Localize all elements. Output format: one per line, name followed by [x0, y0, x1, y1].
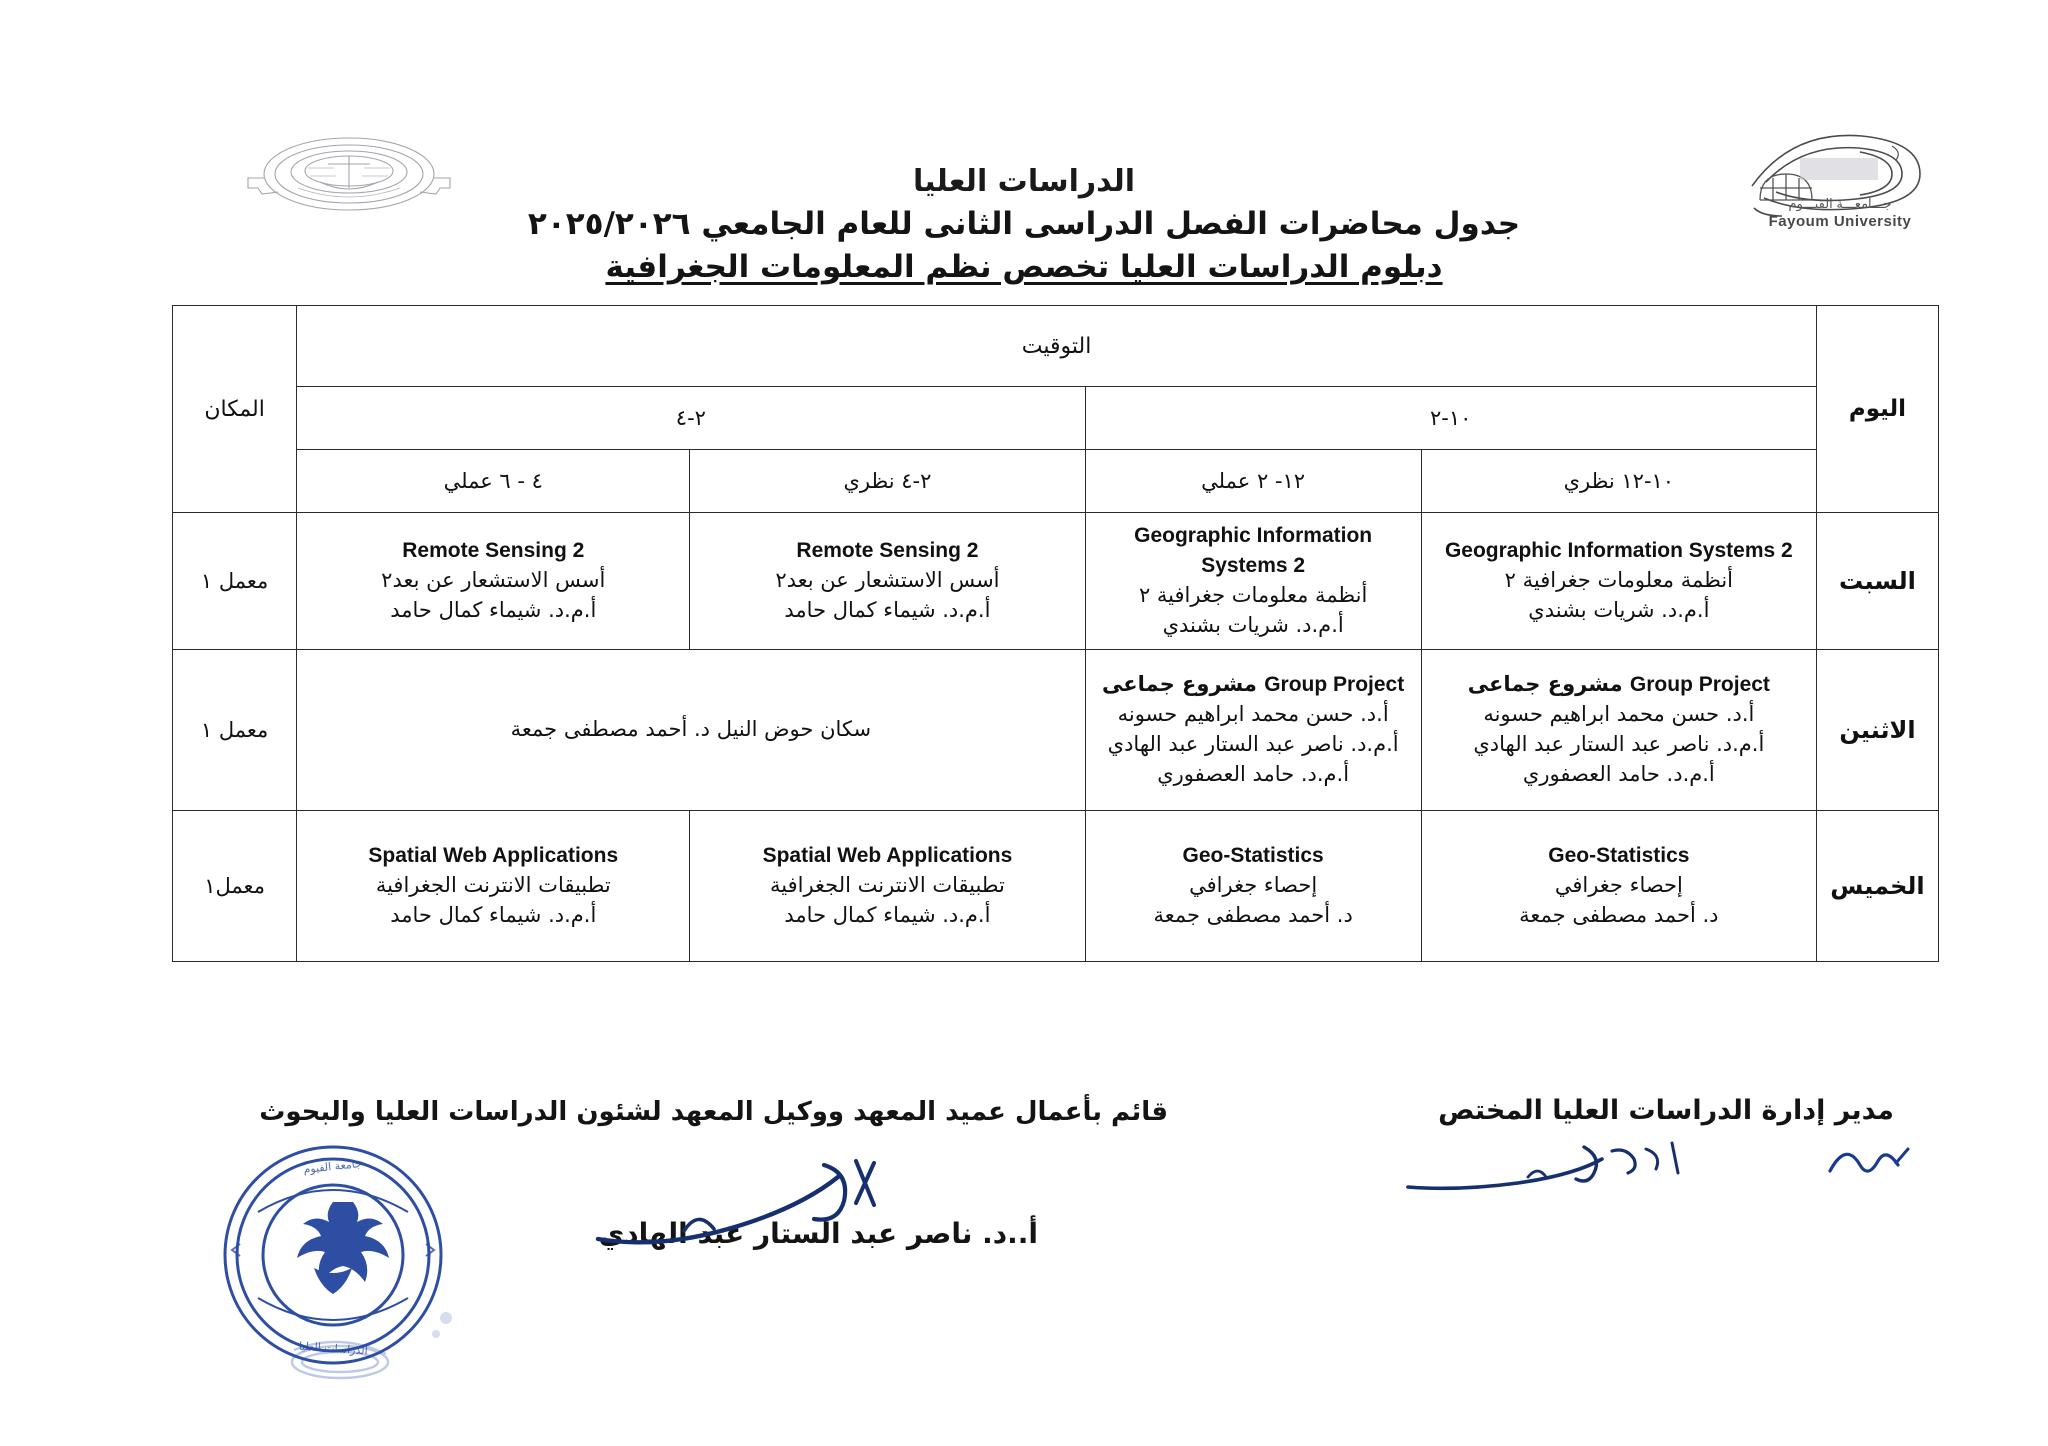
schedule-title-line1: جدول محاضرات الفصل الدراسى الثانى للعام الجامعي ٢٠٢٥/٢٠٢٦ — [527, 206, 1521, 242]
svg-text:الدراسات العليا: الدراسات العليا — [298, 1339, 369, 1358]
instructor-name: أ.م.د. ناصر عبد الستار عبد الهادي — [1107, 732, 1399, 756]
instructor-name: د. أحمد مصطفى جمعة — [510, 717, 710, 742]
instructor-name: د. أحمد مصطفى جمعة — [1153, 902, 1353, 927]
director-signature-icon — [1388, 1129, 1718, 1216]
director-label: مدير إدارة الدراسات العليا — [1552, 1095, 1894, 1126]
table-row — [173, 811, 1939, 962]
course-title-en: Geographic Information Systems 2 — [1134, 524, 1373, 578]
course-title-en: Group Project — [1264, 673, 1405, 697]
header-sub-4-6-practical: ٤ - ٦ عملي — [297, 450, 690, 513]
header-place: المكان — [173, 306, 297, 513]
session-mon-12-2 — [1085, 650, 1421, 811]
instructor-name: أ.م.د. حامد العصفوري — [1157, 761, 1350, 786]
day-label-saturday: السبت — [1816, 513, 1938, 650]
university-name-arabic: جـــامعـــة الفيـــوم — [1788, 196, 1892, 211]
table-header-row-3 — [173, 450, 1939, 513]
schedule-title-line2: دبلوم الدراسات العليا تخصص نظم المعلومات الجغرافية — [605, 248, 1443, 285]
session-sat-2-4 — [690, 513, 1085, 650]
fayoum-university-logo-icon — [1742, 122, 1938, 232]
course-title-en: Geo-Statistics — [1182, 844, 1324, 868]
header-slot-morning: ١٠-٢ — [1085, 387, 1816, 450]
specialist-signature-icon — [1816, 1131, 1926, 1200]
instructor-name: أ.م.د. شيماء كمال حامد — [390, 597, 597, 622]
specialist-label: المختص — [1438, 1095, 1543, 1126]
dean-name: أ..د. ناصر عبد الستار عبد الهادي — [598, 1217, 1038, 1250]
course-title-ar: تطبيقات الانترنت الجغرافية — [769, 873, 1005, 898]
course-title-en: Remote Sensing 2 — [796, 539, 979, 563]
day-label-monday: الاثنين — [1816, 650, 1938, 811]
session-sat-12-2 — [1085, 513, 1421, 650]
instructor-name: د. أحمد مصطفى جمعة — [1519, 902, 1719, 927]
header-slot-afternoon: ٢-٤ — [297, 387, 1085, 450]
header-sub-12-2-practical: ١٢- ٢ عملي — [1085, 450, 1421, 513]
table-row — [173, 650, 1939, 811]
course-title-ar: مشروع جماعى — [1102, 672, 1257, 697]
instructor-name: أ.د. حسن محمد ابراهيم حسونه — [1117, 702, 1389, 727]
header-day: اليوم — [1816, 306, 1938, 513]
session-mon-2-6-merged — [297, 650, 1085, 811]
course-title-ar: أسس الاستشعار عن بعد٢ — [775, 568, 1000, 593]
header-sub-10-12-theory: ١٠-١٢ نظري — [1421, 450, 1816, 513]
session-sat-4-6 — [297, 513, 690, 650]
svg-text:جامعة الفيوم: جامعة الفيوم — [302, 1156, 363, 1177]
schedule-table-wrapper — [172, 305, 1939, 962]
place-label: معمل١ — [173, 811, 297, 962]
course-title-ar: إحصاء جغرافي — [1554, 873, 1683, 898]
schedule-table — [172, 305, 1939, 962]
course-title-en: Spatial Web Applications — [762, 844, 1013, 868]
instructor-name: أ.م.د. شيماء كمال حامد — [784, 597, 991, 622]
course-title-en: Geographic Information Systems 2 — [1444, 539, 1793, 563]
session-mon-10-12 — [1421, 650, 1816, 811]
instructor-name: أ.م.د. شيماء كمال حامد — [784, 902, 991, 927]
header-time: التوقيت — [297, 306, 1817, 387]
session-sat-10-12 — [1421, 513, 1816, 650]
course-title-ar: تطبيقات الانترنت الجغرافية — [375, 873, 611, 898]
course-title-ar: مشروع جماعى — [1467, 672, 1623, 697]
place-label: معمل ١ — [173, 513, 297, 650]
dean-signature-icon — [588, 1153, 918, 1278]
session-thu-12-2 — [1085, 811, 1421, 962]
place-label: معمل ١ — [173, 650, 297, 811]
course-title-en: Geo-Statistics — [1548, 844, 1690, 868]
header-sub-2-4-theory: ٢-٤ نظري — [690, 450, 1085, 513]
course-title-ar: أنظمة معلومات جغرافية ٢ — [1504, 568, 1734, 593]
instructor-name: أ.م.د. حامد العصفوري — [1522, 761, 1715, 786]
course-title-ar: سكان حوض النيل — [716, 717, 872, 742]
university-name-english: Fayoum University — [1768, 213, 1912, 230]
instructor-name: أ.م.د. شريات بشندي — [1528, 597, 1710, 622]
course-title-ar: إحصاء جغرافي — [1189, 873, 1318, 898]
session-thu-10-12 — [1421, 811, 1816, 962]
course-title-en: Group Project — [1629, 673, 1770, 697]
instructor-name: أ.م.د. شيماء كمال حامد — [390, 902, 597, 927]
table-header-row-1 — [173, 306, 1939, 387]
course-title-mixed — [1430, 670, 1808, 700]
schedule-title-block — [324, 205, 1724, 287]
footer-right-line — [1438, 1095, 1940, 1126]
course-title-ar: أنظمة معلومات جغرافية ٢ — [1138, 583, 1368, 607]
table-header-row-2 — [173, 387, 1939, 450]
course-title-en: Spatial Web Applications — [368, 844, 619, 868]
session-thu-4-6 — [297, 811, 690, 962]
session-thu-2-4 — [690, 811, 1085, 962]
instructor-name: أ.د. حسن محمد ابراهيم حسونه — [1483, 702, 1755, 727]
stamp-smudge-icon — [250, 1290, 480, 1410]
page-title: الدراسات العليا — [912, 164, 1136, 199]
course-title-en: Remote Sensing 2 — [402, 539, 585, 563]
instructor-name: أ.م.د. شريات بشندي — [1162, 612, 1344, 637]
table-row — [173, 513, 1939, 650]
day-label-thursday: الخميس — [1816, 811, 1938, 962]
course-title-mixed — [1094, 670, 1413, 700]
instructor-name: أ.م.د. ناصر عبد الستار عبد الهادي — [1473, 732, 1765, 756]
course-title-ar: أسس الاستشعار عن بعد٢ — [381, 568, 606, 593]
dean-label: قائم بأعمال عميد المعهد ووكيل المعهد لشئون الدراسات العليا والبحوث — [259, 1097, 1168, 1127]
